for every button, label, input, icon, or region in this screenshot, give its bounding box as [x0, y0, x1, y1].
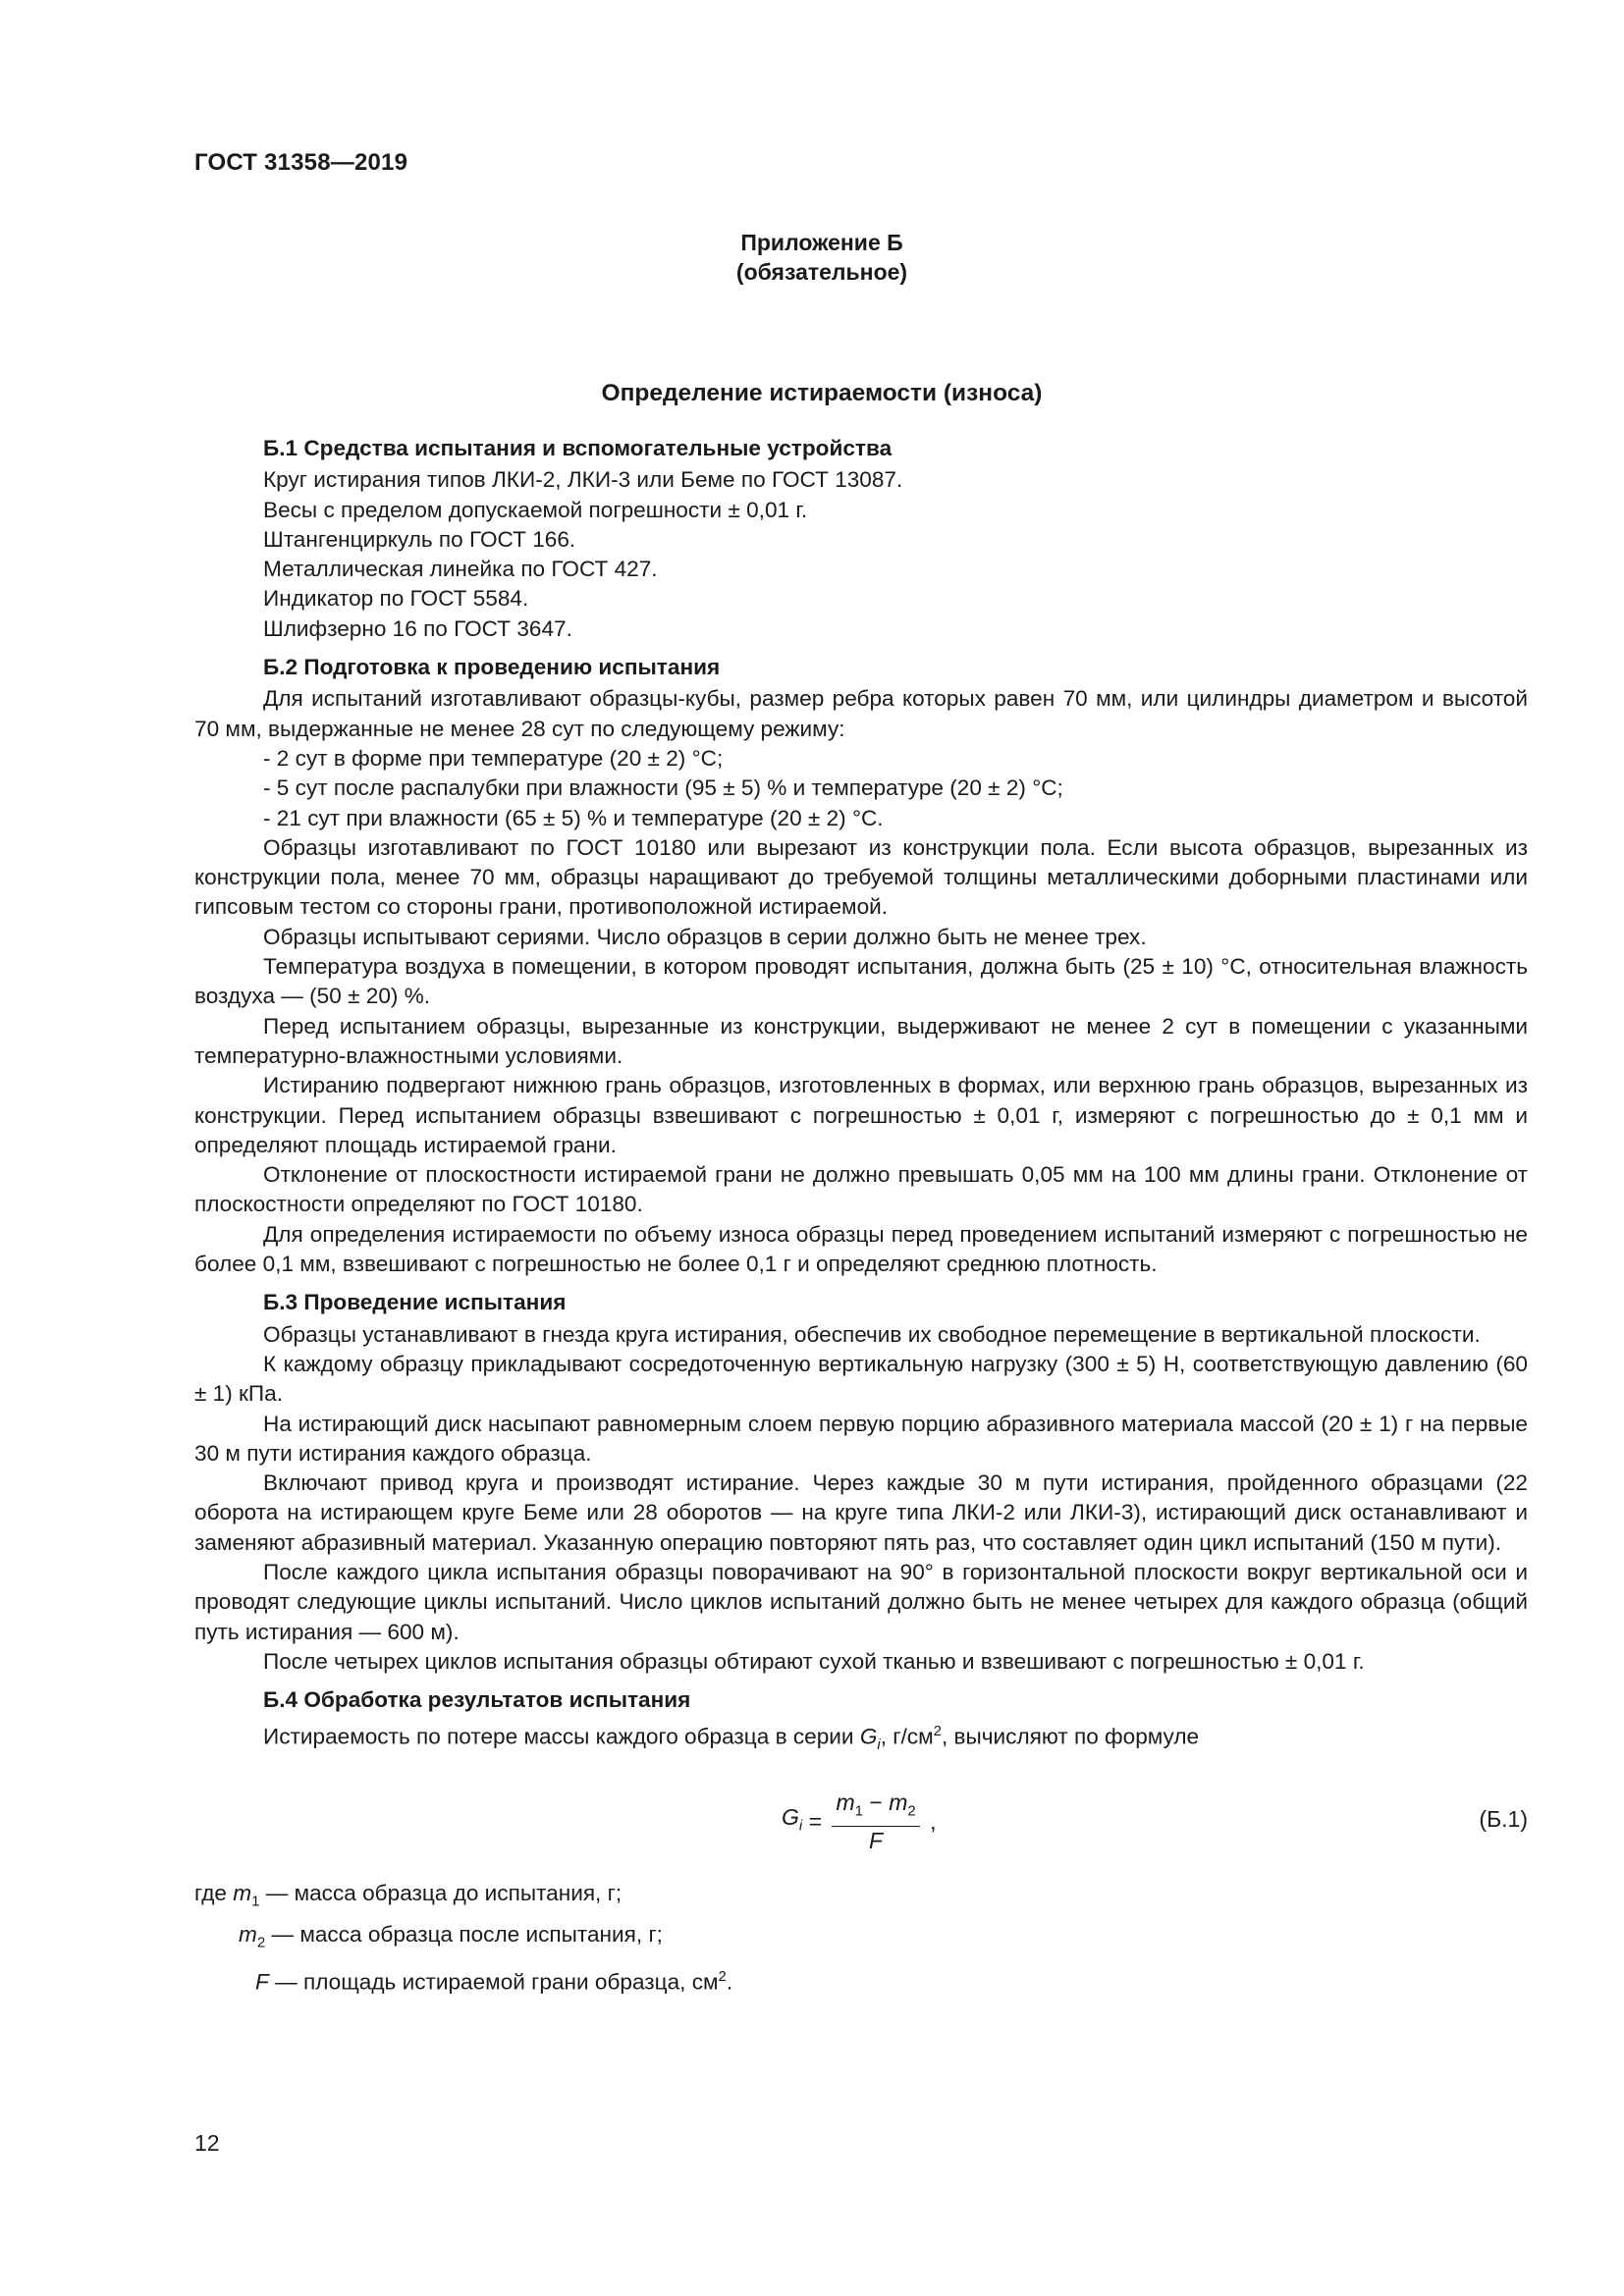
document-body	[194, 434, 1528, 1999]
formula-intro: Истираемость по потере массы каждого образца в серии $G_i$, $г/см^2$, вычисляют по формуле	[263, 1723, 1200, 1754]
paragraph: После четырех циклов испытания образцы обтирают сухой тканью и взвешивают с погрешностью ± 0,01 г.	[263, 1648, 1365, 1674]
paragraph: Истиранию подвергают нижнюю грань образцов, изготовленных в формах, или верхнюю грань образцов, вырезанных из конструкции. Перед испытанием образцы взвешивают с погрешностью ± 0,01 г, измеряют с погрешностью до ± 0,1 мм и определяют площадь истираемой грани.	[194, 1073, 1528, 1157]
equipment-item: Индикатор по ГОСТ 5584.	[263, 586, 529, 612]
equipment-item: Штангенциркуль по ГОСТ 166.	[263, 526, 576, 552]
section-heading-b3: Б.3 Проведение испытания	[263, 1290, 567, 1315]
curing-mode-item: - 5 сут после распалубки при влажности (95 ± 5) % и температуре (20 ± 2) °С;	[263, 775, 1063, 801]
formula-numerator: $m_1 - m_2$	[832, 1789, 919, 1828]
curing-mode-item: - 21 сут при влажности (65 ± 5) % и температуре (20 ± 2) °С.	[263, 805, 884, 830]
var-g: G	[859, 1725, 878, 1749]
main-title	[0, 380, 1624, 407]
section-heading-b4: Б.4 Обработка результатов испытания	[263, 1687, 691, 1713]
formula-fraction	[832, 1789, 919, 1855]
main-title-text: Определение истираемости (износа)	[601, 380, 1043, 406]
curing-mode-item: - 2 сут в форме при температуре (20 ± 2) °С;	[263, 745, 724, 771]
paragraph: Отклонение от плоскостности истираемой грани не должно превышать 0,05 мм на 100 мм длины грани. Отклонение от плоскостности определяют по ГОСТ 10180.	[194, 1162, 1528, 1217]
paragraph: Для определения истираемости по объему износа образцы перед проведением испытаний измеряют с погрешностью не более 0,1 мм, взвешивают с погрешностью не более 0,1 г и определяют среднюю плотность.	[194, 1221, 1528, 1277]
equipment-item: Круг истирания типов ЛКИ-2, ЛКИ-3 или Беме по ГОСТ 13087.	[263, 467, 903, 493]
appendix-status: (обязательное)	[735, 259, 908, 285]
paragraph: Перед испытанием образцы, вырезанные из конструкции, выдерживают не менее 2 сут в помещении с указанными температурно-влажностными условиями.	[194, 1013, 1528, 1068]
section-heading-b1: Б.1 Средства испытания и вспомогательные устройства	[263, 436, 893, 460]
formula-denominator: F	[869, 1828, 884, 1854]
equipment-item: Весы с пределом допускаемой погрешности ± 0,01 г.	[263, 497, 808, 522]
paragraph: На истирающий диск насыпают равномерным слоем первую порцию абразивного материала массой (20 ± 1) г на первые 30 м пути истирания каждого образца.	[194, 1411, 1528, 1466]
section-heading-b2: Б.2 Подготовка к проведению испытания	[263, 655, 721, 680]
formula-expression: $G_i$ = $\frac{m_1 - m_2}{F}$ ,	[782, 1789, 937, 1854]
page-number: 12	[194, 2130, 220, 2156]
formula-b1	[194, 1783, 1528, 1863]
formula-number: (Б.1)	[1479, 1805, 1528, 1832]
appendix-title: Приложение Б	[740, 230, 903, 255]
paragraph: Образцы испытывают сериями. Число образцов в серии должно быть не менее трех.	[263, 924, 1147, 949]
where-entry: где $m_1$ — масса образца до испытания, г;	[194, 1880, 623, 1910]
paragraph: Образцы устанавливают в гнезда круга истирания, обеспечив их свободное перемещение в вертикальной плоскости.	[263, 1321, 1481, 1347]
paragraph: Для испытаний изготавливают образцы-кубы, размер ребра которых равен 70 мм, или цилиндры диаметром и высотой 70 мм, выдержанные не менее 28 сут по следующему режиму:	[194, 686, 1528, 741]
paragraph: К каждому образцу прикладывают сосредоточенную вертикальную нагрузку (300 ± 5) Н, соответствующую давлению (60 ± 1) кПа.	[194, 1351, 1528, 1407]
where-entry: $m_2$ — масса образца после испытания, г;	[239, 1922, 663, 1951]
paragraph: Включают привод круга и производят истирание. Через каждые 30 м пути истирания, пройденного образцами (22 оборота на истирающем круге Беме или 28 оборотов — на круге типа ЛКИ-2 или ЛКИ-3), истирающий диск останавливают и заменяют абразивный материал. Указанную операцию повторяют пять раз, что составляет один цикл испытаний (150 м пути).	[194, 1470, 1528, 1555]
where-entry: F — площадь истираемой грани образца, $см^2$.	[255, 1967, 733, 1995]
appendix-heading	[0, 228, 1624, 287]
paragraph: Температура воздуха в помещении, в котором проводят испытания, должна быть (25 ± 10) °С, относительная влажность воздуха — (50 ± 20) %.	[194, 954, 1528, 1009]
equipment-item: Шлифзерно 16 по ГОСТ 3647.	[263, 615, 572, 641]
paragraph: Образцы изготавливают по ГОСТ 10180 или вырезают из конструкции пола. Если высота образцов, вырезанных из конструкции пола, менее 70 мм, образцы наращивают до требуемой толщины металлическими доборными пластинами или гипсовым тестом со стороны грани, противоположной истираемой.	[194, 834, 1528, 920]
equipment-item: Металлическая линейка по ГОСТ 427.	[263, 557, 658, 582]
document-code: ГОСТ 31358—2019	[194, 149, 408, 176]
paragraph: После каждого цикла испытания образцы поворачивают на 90° в горизонтальной плоскости вокруг вертикальной оси и проводят следующие циклы испытаний. Число циклов испытаний должно быть не менее четырех для каждого образца (общий путь истирания — 600 м).	[194, 1559, 1528, 1644]
